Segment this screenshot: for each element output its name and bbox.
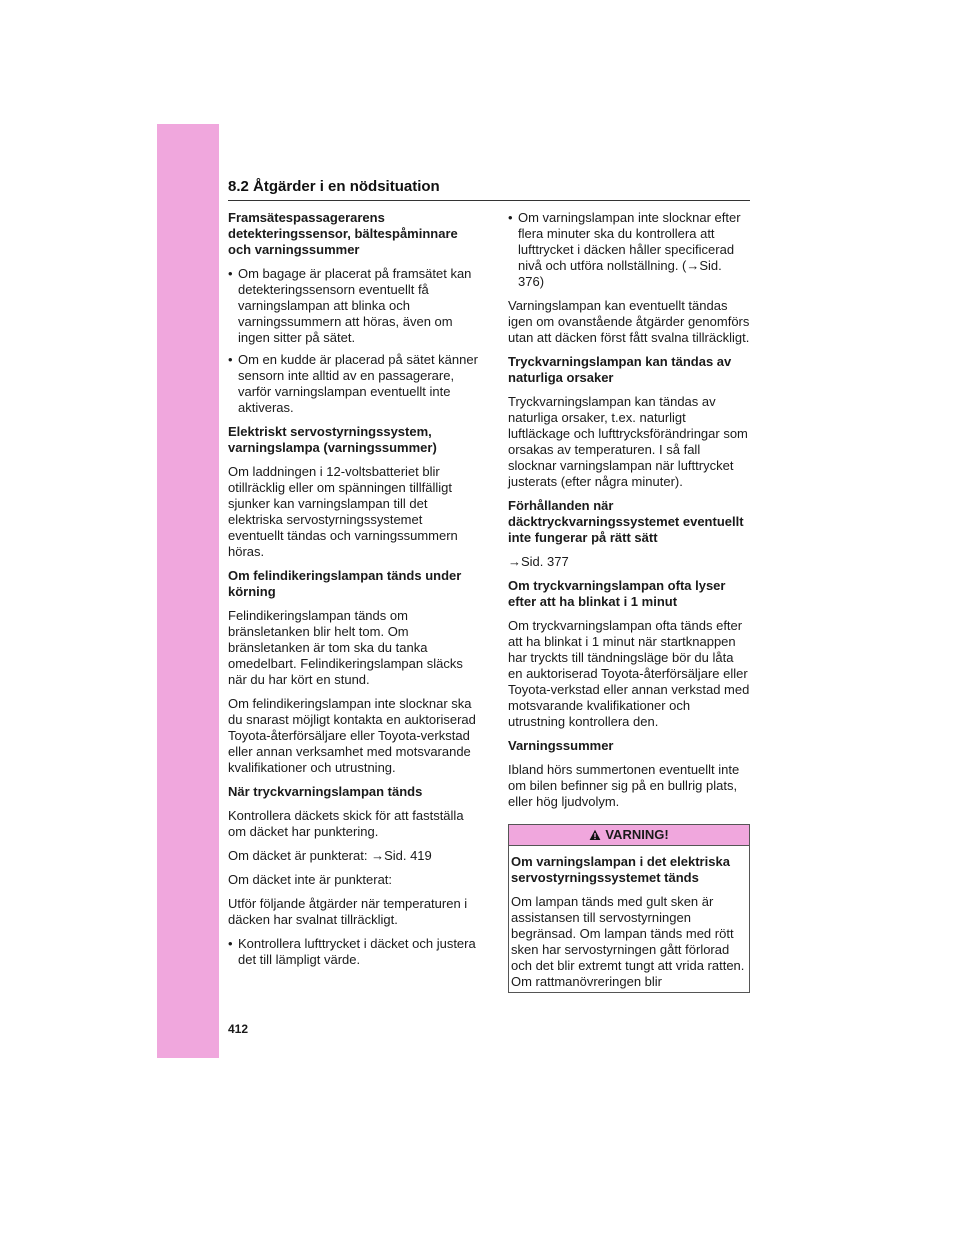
heading-power-steering: Elektriskt servostyrningssystem, varningslampa (varningssummer) [228,424,437,455]
heading-malfunction-lamp: Om felindikeringslampan tänds under körning [228,568,462,599]
warning-title: Om varningslampan i det elektriska servostyrningssystemet tänds [511,854,730,885]
warning-triangle-icon [589,829,601,841]
heading-conditions: Förhållanden när däcktryckvarningssystemet eventuellt inte fungerar på rätt sätt [508,498,744,545]
paragraph: Om felindikeringslampan inte slocknar ska du snarast möjligt kontakta en auktoriserad Toyota-återförsäljare eller Toyota-verkstad eller annan verksamhet med motsvarande kvalifikationer och utrustning. [228,696,476,775]
paragraph: Om tryckvarningslampan ofta tänds efter att ha blinkat i 1 minut när startknappen har tryckts till tändningsläge bör du låta en auktoriserad Toyota-återförsäljare eller Toyota-verkstad eller annan verkstad med motsvarande kvalifikationer och utrustning kontrollera den. [508,618,750,729]
left-column [228,210,478,976]
list-item: • Om bagage är placerat på framsätet kan detekteringssensorn eventuellt få varningslampan att blinka och varningssummern att höras, även om ingen sitter på sätet. [228,266,478,346]
paragraph: Om däcket inte är punkterat: [228,872,393,887]
heading-natural-causes: Tryckvarningslampan kan tändas av naturliga orsaker [508,354,732,385]
page-number: 412 [228,1022,249,1036]
bullet-list [228,266,478,416]
paragraph: Om däcket är punkterat: →Sid. 419 [228,848,432,863]
pink-margin-band [157,124,219,1058]
heading-passenger-sensor: Framsätespassagerarens detekteringssensor, bältespåminnare och varningssummer [228,210,458,257]
list-item: • Om en kudde är placerad på sätet känner sensorn inte alltid av en passagerare, varför varningslampan eventuellt inte aktiveras. [228,352,478,416]
warning-header [509,825,749,846]
section-title: 8.2 Åtgärder i en nödsituation [228,178,440,195]
bullet-list [508,210,750,290]
paragraph: Om laddningen i 12-voltsbatteriet blir otillräcklig eller om spänningen tillfälligt sjunker kan varningslampan till det elektriska servostyrningssystemet eventuellt tändas och varningssummern höras. [228,464,458,559]
heading-tire-pressure: När tryckvarningslampan tänds [228,784,423,799]
paragraph: Kontrollera däckets skick för att fastställa om däcket har punktering. [228,808,464,839]
right-column [508,210,750,993]
warning-label: VARNING! [605,827,669,842]
warning-box [508,824,750,993]
page-reference: →Sid. 377 [508,554,569,569]
paragraph: Felindikeringslampan tänds om bränsletanken blir helt tom. Om bränsletanken är tom ska du tanka omedelbart. Felindikeringslampan släcks när du har kört en stund. [228,608,463,687]
warning-text: Om lampan tänds med gult sken är assistansen till servostyrningen begränsad. Om lampan tänds med rött sken har servostyrningen gått förlorad och det blir extremt tungt att vrida ratten. Om rattmanövreringen blir [511,894,745,989]
list-item: • Kontrollera lufttrycket i däcket och justera det till lämpligt värde. [228,936,478,968]
paragraph: Utför följande åtgärder när temperaturen i däcken har svalnat tillräckligt. [228,896,468,927]
bullet-list [228,936,478,968]
warning-body [509,846,749,992]
list-item: • Om varningslampan inte slocknar efter flera minuter ska du kontrollera att lufttrycket i däcken håller specificerad nivå och utföra nollställning. (→Sid. 376) [508,210,750,290]
heading-blinking-lamp: Om tryckvarningslampan ofta lyser efter att ha blinkat i 1 minut [508,578,726,609]
paragraph: Varningslampan kan eventuellt tändas igen om ovanstående åtgärder genomförs utan att däcken först fått svalna tillräckligt. [508,298,750,345]
heading-buzzer: Varningssummer [508,738,614,753]
header-divider [228,200,750,201]
paragraph: Ibland hörs summertonen eventuellt inte om bilen befinner sig på en bullrig plats, eller hög ljudvolym. [508,762,740,809]
paragraph: Tryckvarningslampan kan tändas av naturliga orsaker, t.ex. naturligt luftläckage och lufttrycksförändringar som orsakas av temperaturen. I så fall slocknar varningslampan när lufttrycket justerats (efter några minuter). [508,394,748,489]
